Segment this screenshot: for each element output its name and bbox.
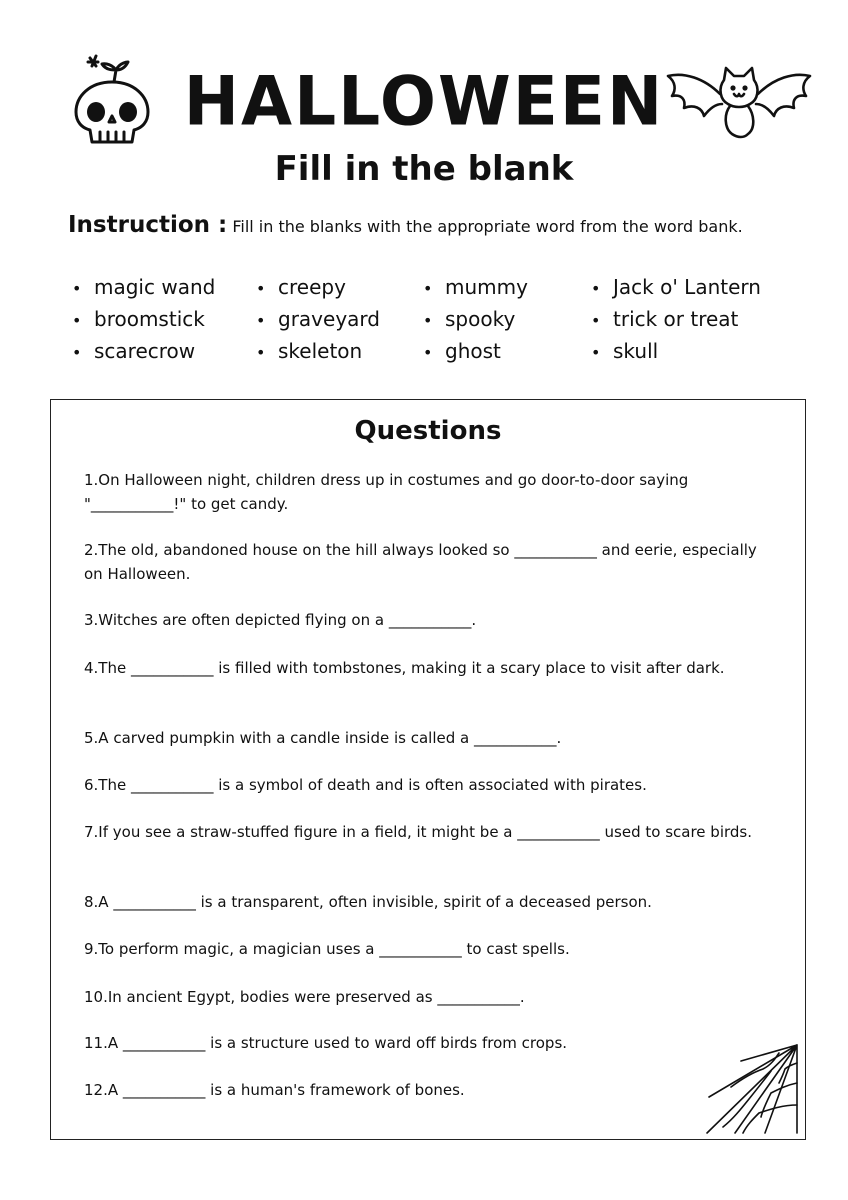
word-bank-item: • Jack o' Lantern [591,272,761,304]
bat-icon [664,64,814,144]
question-item: 9.To perform magic, a magician uses a ___________ to cast spells. [84,940,570,958]
instruction-label: Instruction : [68,212,228,238]
word-bank-item: • mummy [423,272,528,304]
instruction [68,208,828,244]
question-item: 5.A carved pumpkin with a candle inside is called a ___________. [84,729,562,747]
worksheet-header [0,0,848,200]
question-item: 4.The ___________ is filled with tombstones, making it a scary place to visit after dark. [84,659,725,677]
word-bank-item: • magic wand [72,272,215,304]
word-bank-column [423,272,528,368]
word-bank-item: • broomstick [72,304,215,336]
word-bank-item: • trick or treat [591,304,761,336]
questions-box [50,399,806,1140]
question-item: 2.The old, abandoned house on the hill always looked so ___________ and eerie, especially on Halloween. [84,541,757,583]
word-bank-item: • skull [591,336,761,368]
question-item: 7.If you see a straw-stuffed figure in a field, it might be a ___________ used to scare birds. [84,823,752,841]
word-bank-item: • scarecrow [72,336,215,368]
word-bank-item: • graveyard [256,304,380,336]
word-bank-item: • spooky [423,304,528,336]
word-bank-column [591,272,761,368]
question-item: 1.On Halloween night, children dress up in costumes and go door-to-door saying "___________!" to get candy. [84,471,689,513]
spider-web-icon [705,1043,801,1135]
question-item: 6.The ___________ is a symbol of death and is often associated with pirates. [84,776,647,794]
question-item: 8.A ___________ is a transparent, often invisible, spirit of a deceased person. [84,893,652,911]
word-bank-column [72,272,215,368]
word-bank [72,272,812,368]
word-bank-item: • skeleton [256,336,380,368]
question-item: 11.A ___________ is a structure used to ward off birds from crops. [84,1034,568,1052]
word-bank-item: • creepy [256,272,380,304]
questions-heading: Questions [354,416,502,446]
instruction-text: Fill in the blanks with the appropriate word from the word bank. [232,217,743,236]
page-subtitle: Fill in the blank [274,149,574,189]
page-title: HALLOWEEN [183,62,665,141]
word-bank-item: • ghost [423,336,528,368]
question-item: 12.A ___________ is a human's framework of bones. [84,1081,465,1099]
word-bank-column [256,272,380,368]
question-item: 10.In ancient Egypt, bodies were preserved as ___________. [84,988,525,1006]
question-item: 3.Witches are often depicted flying on a ___________. [84,611,477,629]
